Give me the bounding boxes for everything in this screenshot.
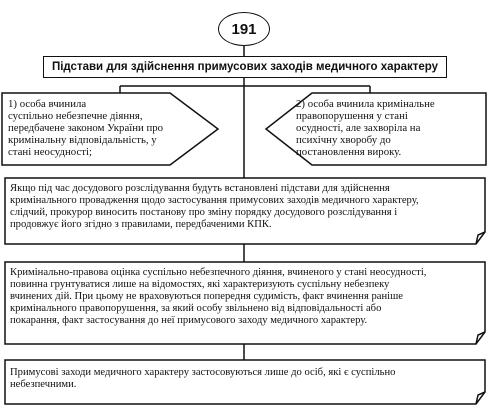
block-2-line: кримінального правопорушення, за який особу звільнено від відповідальності або: [10, 303, 382, 314]
diagram-title: Підстави для здійснення примусових заходів медичного характеру: [51, 61, 439, 73]
right-condition-text: [296, 98, 482, 158]
left-condition-line: кримінальну відповідальність, у: [8, 134, 157, 146]
left-condition-line: 1) особа вчинила: [8, 98, 87, 110]
left-condition-text: [8, 98, 178, 158]
block-2-line: повинна грунтуватися лише на відомостях, які характеризують суспільну небезпеку: [10, 279, 390, 290]
right-condition-line: осудності, але захворіла на: [296, 122, 421, 134]
block-3-line: Примусові заходи медичного характеру застосовуються лише до осіб, які є суспільно: [10, 367, 396, 378]
block-1-line: продовжує його згідно з правилами, передбаченими КПК.: [10, 219, 272, 230]
block-1-line: Якщо під час досудового розслідування будуть встановлені підстави для здійснення: [10, 183, 390, 194]
block-1-line: кримінального провадження щодо застосування примусових заходів медичного характеру,: [10, 195, 419, 206]
right-condition-line: психічну хворобу до: [296, 134, 391, 146]
right-condition-line: 2) особа вчинила кримінальне: [296, 98, 435, 110]
diagram-title-box: [43, 56, 447, 78]
block-2-line: вчинених дій. При цьому не враховуються попередня судимість, факт вчинення раніше: [10, 291, 403, 302]
left-condition-line: передбачене законом України про: [8, 122, 164, 134]
block-1-text: [10, 183, 480, 231]
block-1-line: слідчий, прокурор виносить постанову про зміну порядку досудового розслідування і: [10, 207, 398, 218]
block-2-text: [10, 267, 480, 327]
block-3-line: небезпечними.: [10, 379, 77, 390]
right-condition-line: правопорушення у стані: [296, 110, 408, 122]
block-2-line: Кримінально-правова оцінка суспільно небезпечного діяння, вчиненого у стані неосудності,: [10, 267, 427, 278]
left-condition-line: стані неосудності;: [8, 146, 92, 158]
page-number-badge: [218, 12, 270, 46]
right-condition-line: постановлення вироку.: [296, 146, 402, 158]
page-number: 191: [231, 20, 257, 38]
block-3-text: [10, 367, 480, 391]
block-2-line: покарання, факт застосування до неї примусового заходу медичного характеру.: [10, 315, 368, 326]
left-condition-line: суспільно небезпечне діяння,: [8, 110, 143, 122]
